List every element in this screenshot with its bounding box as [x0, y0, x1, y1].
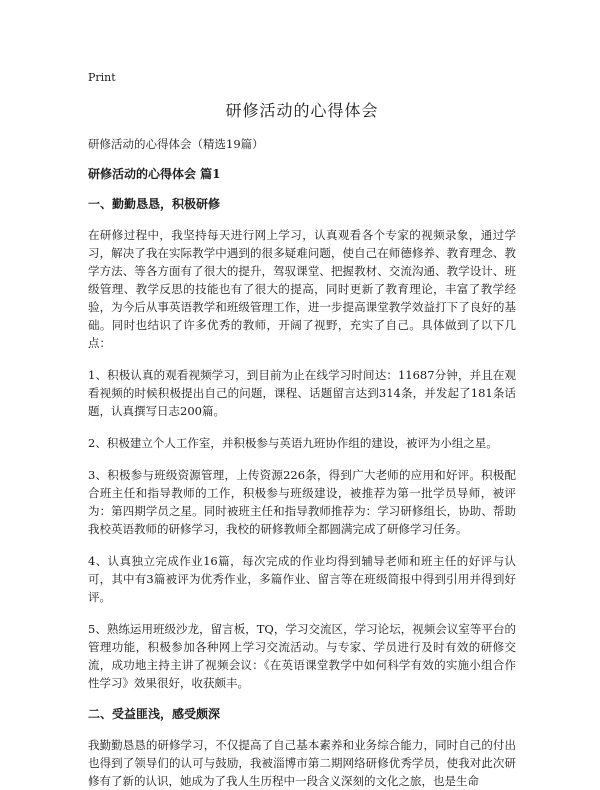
- paragraph: 4、认真独立完成作业16篇，每次完成的作业均得到辅导老师和班主任的好评与认可，其中有3篇被评为优秀作业，多篇作业、留言等在班级简报中得到引用并得到好评。: [88, 554, 516, 604]
- paragraph: 在研修过程中，我坚持每天进行网上学习，认真观看各个专家的视频录象，通过学习，解决了我在实际教学中遇到的很多疑难问题，使自己在师德修养、教育理念、教学方法、等各方面有了很大的提升，驾驭课堂、把握教材、交流沟通、教学设计、班级管理、教学反思的技能也有了很大的提高，同时更新了教育理论，丰富了教学经验，为今后从事英语教学和班级管理工作，进一步提高课堂教学效益打下了良好的基础。同时也结识了许多优秀的教师，开阔了视野，充实了自己。具体做到了以下几点：: [88, 228, 516, 350]
- paragraph: 1、积极认真的观看视频学习，到目前为止在线学习时间达：11687分钟，并且在观看视频的时候积极提出自己的问题，课程、话题留言达到314条，并发起了181条话题，认真撰写日志200篇。: [88, 368, 516, 418]
- print-label: Print: [88, 71, 116, 84]
- document-subtitle: 研修活动的心得体会（精选19篇）: [88, 137, 264, 151]
- paragraph: 5、熟练运用班级沙龙，留言板，TQ，学习交流区，学习论坛，视频会议室等平台的管理功能，积极参加各种网上学习交流活动。与专家、学员进行及时有效的研修交流，成功地主持主讲了视频会议：《在英语课堂教学中如何科学有效的实施小组合作性学习》效果很好，收获颇丰。: [88, 622, 516, 690]
- document-page: [88, 70, 516, 790]
- paragraph: 3、积极参与班级资源管理，上传资源226条，得到广大老师的应用和好评。积极配合班主任和指导教师的工作，积极参与班级建设，被推荐为第一批学员导师，被评为：第四期学员之星。同时被班主任和指导教师推荐为：学习研修组长，协助、帮助我校英语教师的研修学习，我校的研修教师全都圆满完成了研修学习任务。: [88, 468, 516, 536]
- article-heading: 研修活动的心得体会 篇1: [88, 167, 221, 181]
- section-heading-1: 一、勤勤恳恳，积极研修: [88, 197, 221, 211]
- paragraph: 我勤勤恳恳的研修学习，不仅提高了自己基本素养和业务综合能力，同时自己的付出也得到了领导们的认可与鼓励，我被淄博市第二期网络研修优秀学员，使我对此次研修有了新的认识，她成为了我人生历程中一段含义深刻的文化之旅，也是生命: [88, 738, 516, 788]
- document-title: 研修活动的心得体会: [225, 101, 379, 120]
- section-heading-2: 二、受益匪浅，感受颇深: [88, 707, 221, 721]
- paragraph: 2、积极建立个人工作室，并积极参与英语九班协作组的建设，被评为小组之星。: [88, 436, 498, 450]
